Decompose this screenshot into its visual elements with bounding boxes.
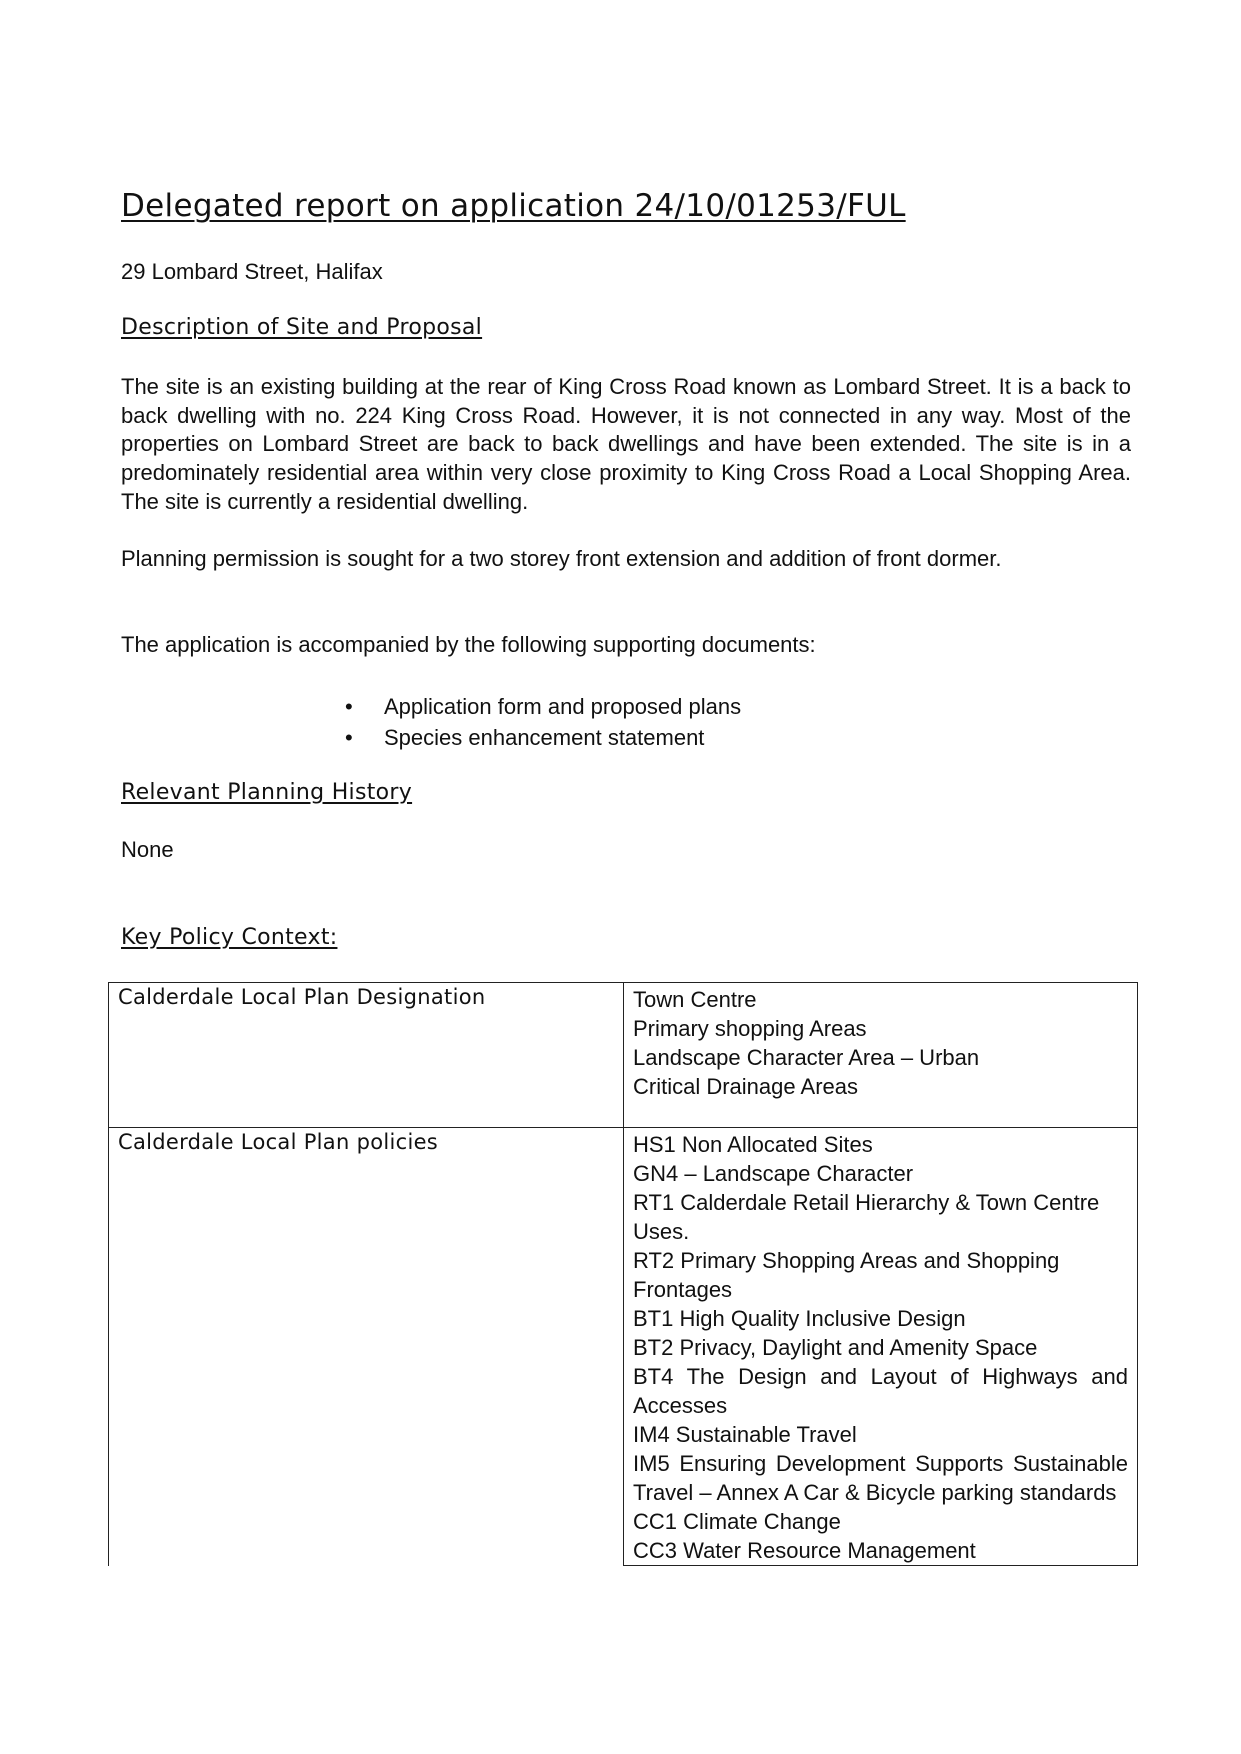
designation-label: Calderdale Local Plan Designation <box>109 983 624 1128</box>
table-row <box>109 983 1138 1128</box>
policy-item: HS1 Non Allocated Sites <box>633 1132 873 1157</box>
list-item: • Application form and proposed plans <box>345 691 741 722</box>
designation-item: Landscape Character Area – Urban <box>633 1045 980 1070</box>
policy-item: RT2 Primary Shopping Areas and Shopping Frontages <box>633 1248 1060 1302</box>
planning-history-text: None <box>121 837 174 862</box>
policy-table <box>108 982 1138 1566</box>
policy-item: BT2 Privacy, Daylight and Amenity Space <box>633 1335 1038 1360</box>
policy-item: CC1 Climate Change <box>633 1509 841 1534</box>
policy-item: GN4 – Landscape Character <box>633 1161 914 1186</box>
report-title: Delegated report on application 24/10/01253/FUL <box>121 188 906 224</box>
designation-item: Critical Drainage Areas <box>633 1074 858 1099</box>
planning-history-heading: Relevant Planning History <box>121 780 413 805</box>
proposal-paragraph: Planning permission is sought for a two storey front extension and addition of front dormer. <box>121 546 1002 571</box>
site-description-paragraph: The site is an existing building at the rear of King Cross Road known as Lombard Street. It is a back to back dwelling with no. 224 King Cross Road. However, it is not connected in any way. Most of the properties on Lombard Street are back to back dwellings and have been extended. The site is in a predominately residential area within very close proximity to King Cross Road a Local Shopping Area. The site is currently a residential dwelling. <box>121 374 1131 514</box>
policy-item: IM4 Sustainable Travel <box>633 1422 857 1447</box>
policies-label: Calderdale Local Plan policies <box>109 1128 624 1566</box>
site-address: 29 Lombard Street, Halifax <box>121 259 383 284</box>
table-row <box>109 1128 1138 1566</box>
policy-item: CC3 Water Resource Management <box>633 1538 976 1563</box>
policy-item: RT1 Calderdale Retail Hierarchy & Town Centre Uses. <box>633 1190 1100 1244</box>
policy-item: BT1 High Quality Inclusive Design <box>633 1306 966 1331</box>
policies-values <box>624 1128 1138 1566</box>
designation-values <box>624 983 1138 1128</box>
designation-item: Primary shopping Areas <box>633 1016 867 1041</box>
list-item: • Species enhancement statement <box>345 722 741 753</box>
policy-item: IM5 Ensuring Development Supports Sustainable Travel – Annex A Car & Bicycle parking standards <box>633 1451 1128 1505</box>
supporting-documents-list <box>345 691 741 753</box>
designation-item: Town Centre <box>633 987 757 1012</box>
supporting-documents-intro: The application is accompanied by the following supporting documents: <box>121 632 816 657</box>
policy-context-heading: Key Policy Context: <box>121 925 338 950</box>
description-heading: Description of Site and Proposal <box>121 315 483 340</box>
policy-item: BT4 The Design and Layout of Highways and Accesses <box>633 1364 1128 1418</box>
